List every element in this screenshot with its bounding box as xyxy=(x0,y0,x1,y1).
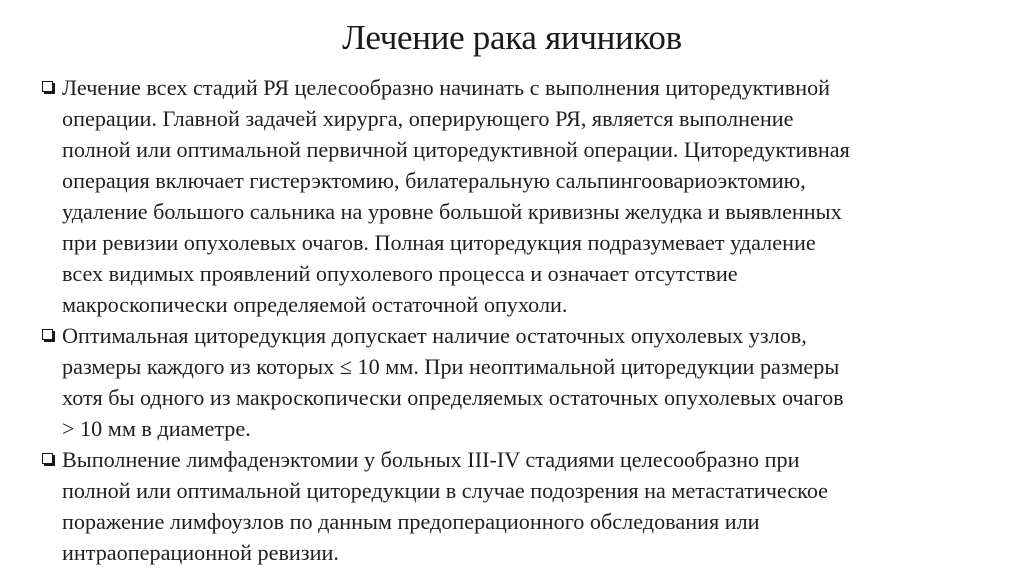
checkbox-bullet-icon xyxy=(42,329,53,340)
bullet-line: Выполнение лимфаденэктомии у больных III-IV стадиями целесообразно при xyxy=(62,447,800,472)
slide-title: Лечение рака яичников xyxy=(342,18,682,57)
bullet-item xyxy=(40,320,990,444)
bullet-line: > 10 мм в диаметре. xyxy=(62,416,251,441)
checkbox-bullet-icon xyxy=(42,453,53,464)
bullet-line: удаление большого сальника на уровне большой кривизны желудка и выявленных xyxy=(62,199,842,224)
bullet-line: при ревизии опухолевых очагов. Полная циторедукция подразумевает удаление xyxy=(62,230,816,255)
bullet-line: интраоперационной ревизии. xyxy=(62,540,339,565)
bullet-list xyxy=(40,72,990,568)
bullet-line: полной или оптимальной первичной циторедуктивной операции. Циторедуктивная xyxy=(62,137,850,162)
bullet-line: операция включает гистерэктомию, билатеральную сальпингоовариоэктомию, xyxy=(62,168,806,193)
bullet-line: полной или оптимальной циторедукции в случае подозрения на метастатическое xyxy=(62,478,829,503)
bullet-line: поражение лимфоузлов по данным предоперационного обследования или xyxy=(62,509,760,534)
bullet-line: размеры каждого из которых ≤ 10 мм. При неоптимальной циторедукции размеры xyxy=(62,354,840,379)
bullet-item xyxy=(40,72,990,320)
checkbox-bullet-icon xyxy=(42,81,53,92)
bullet-line: хотя бы одного из макроскопически определяемых остаточных опухолевых очагов xyxy=(62,385,844,410)
bullet-item xyxy=(40,444,990,568)
bullet-line: операции. Главной задачей хирурга, оперирующего РЯ, является выполнение xyxy=(62,106,794,131)
bullet-line: всех видимых проявлений опухолевого процесса и означает отсутствие xyxy=(62,261,738,286)
bullet-line: Оптимальная циторедукция допускает наличие остаточных опухолевых узлов, xyxy=(62,323,807,348)
bullet-line: Лечение всех стадий РЯ целесообразно начинать с выполнения циторедуктивной xyxy=(62,75,831,100)
bullet-line: макроскопически определяемой остаточной опухоли. xyxy=(62,292,568,317)
